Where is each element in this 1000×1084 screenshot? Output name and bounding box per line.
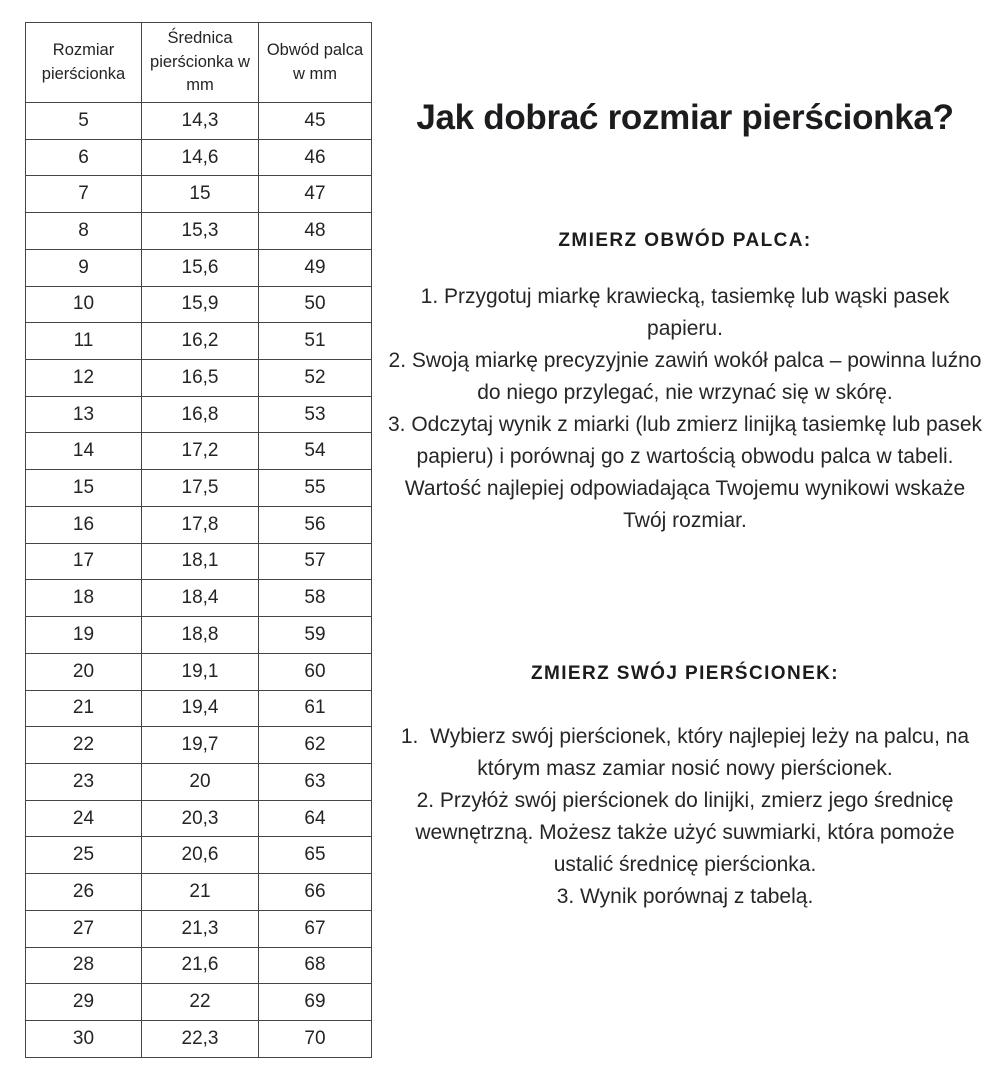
cell-finger-circumference: 53 bbox=[259, 396, 372, 433]
cell-finger-circumference: 58 bbox=[259, 580, 372, 617]
cell-ring-size: 26 bbox=[26, 874, 142, 911]
cell-ring-size: 9 bbox=[26, 249, 142, 286]
cell-ring-size: 23 bbox=[26, 763, 142, 800]
cell-ring-size: 28 bbox=[26, 947, 142, 984]
cell-finger-circumference: 63 bbox=[259, 763, 372, 800]
table-row bbox=[26, 249, 372, 286]
section-heading-measure-ring: ZMIERZ SWÓJ PIERŚCIONEK: bbox=[530, 663, 840, 684]
instruction-step: 3. Wynik porównaj z tabelą. bbox=[556, 885, 814, 908]
cell-finger-circumference: 64 bbox=[259, 800, 372, 837]
cell-finger-circumference: 52 bbox=[259, 360, 372, 397]
cell-finger-circumference: 66 bbox=[259, 874, 372, 911]
cell-finger-circumference: 62 bbox=[259, 727, 372, 764]
cell-finger-circumference: 45 bbox=[259, 103, 372, 140]
steps-measure-ring bbox=[385, 721, 985, 913]
cell-finger-circumference: 59 bbox=[259, 617, 372, 654]
cell-finger-circumference: 57 bbox=[259, 543, 372, 580]
cell-ring-diameter: 16,5 bbox=[142, 360, 259, 397]
cell-ring-diameter: 15,6 bbox=[142, 249, 259, 286]
cell-ring-size: 11 bbox=[26, 323, 142, 360]
cell-finger-circumference: 68 bbox=[259, 947, 372, 984]
cell-finger-circumference: 47 bbox=[259, 176, 372, 213]
instruction-step: 2. Przyłóż swój pierścionek do linijki, zmierz jego średnicę wewnętrzną. Możesz także użyć suwmiarki, która pomoże ustalić średnicę pierścionka. bbox=[415, 789, 955, 876]
cell-finger-circumference: 55 bbox=[259, 470, 372, 507]
instruction-step: 2. Swoją miarkę precyzyjnie zawiń wokół palca – powinna luźno do niego przylegać, nie wrzynać się w skórę. bbox=[388, 349, 982, 404]
cell-ring-size: 27 bbox=[26, 910, 142, 947]
cell-ring-diameter: 14,3 bbox=[142, 103, 259, 140]
cell-ring-size: 8 bbox=[26, 213, 142, 250]
cell-ring-size: 25 bbox=[26, 837, 142, 874]
cell-ring-diameter: 17,8 bbox=[142, 506, 259, 543]
cell-ring-diameter: 16,8 bbox=[142, 396, 259, 433]
table-row bbox=[26, 947, 372, 984]
table-row bbox=[26, 580, 372, 617]
cell-ring-size: 13 bbox=[26, 396, 142, 433]
table-row bbox=[26, 213, 372, 250]
cell-ring-size: 30 bbox=[26, 1020, 142, 1057]
table-row bbox=[26, 800, 372, 837]
table-row bbox=[26, 653, 372, 690]
guide-column bbox=[385, 0, 985, 1084]
cell-finger-circumference: 61 bbox=[259, 690, 372, 727]
cell-ring-diameter: 22 bbox=[142, 984, 259, 1021]
cell-finger-circumference: 46 bbox=[259, 139, 372, 176]
cell-ring-diameter: 16,2 bbox=[142, 323, 259, 360]
cell-ring-diameter: 18,1 bbox=[142, 543, 259, 580]
page-title: Jak dobrać rozmiar pierścionka? bbox=[416, 98, 954, 137]
table-row bbox=[26, 396, 372, 433]
instruction-step: 1. Przygotuj miarkę krawiecką, tasiemkę lub wąski pasek papieru. bbox=[420, 285, 950, 340]
table-header-cell: Obwód palca w mm bbox=[259, 23, 372, 103]
instruction-step: 1. Wybierz swój pierścionek, który najlepiej leży na palcu, na którym masz zamiar nosić nowy pierścionek. bbox=[400, 725, 970, 780]
steps-measure-finger bbox=[385, 281, 985, 537]
section-heading-measure-finger: ZMIERZ OBWÓD PALCA: bbox=[558, 230, 812, 251]
cell-finger-circumference: 56 bbox=[259, 506, 372, 543]
cell-ring-size: 20 bbox=[26, 653, 142, 690]
cell-ring-diameter: 20,6 bbox=[142, 837, 259, 874]
cell-ring-diameter: 20,3 bbox=[142, 800, 259, 837]
cell-ring-size: 17 bbox=[26, 543, 142, 580]
cell-ring-diameter: 21,3 bbox=[142, 910, 259, 947]
cell-ring-size: 24 bbox=[26, 800, 142, 837]
cell-ring-diameter: 22,3 bbox=[142, 1020, 259, 1057]
table-row bbox=[26, 984, 372, 1021]
table-row bbox=[26, 1020, 372, 1057]
table-row bbox=[26, 727, 372, 764]
cell-ring-diameter: 18,8 bbox=[142, 617, 259, 654]
table-row bbox=[26, 176, 372, 213]
table-row bbox=[26, 506, 372, 543]
cell-finger-circumference: 51 bbox=[259, 323, 372, 360]
cell-finger-circumference: 48 bbox=[259, 213, 372, 250]
cell-ring-diameter: 17,2 bbox=[142, 433, 259, 470]
cell-ring-diameter: 21,6 bbox=[142, 947, 259, 984]
ring-size-table bbox=[25, 22, 372, 1058]
cell-finger-circumference: 67 bbox=[259, 910, 372, 947]
table-row bbox=[26, 910, 372, 947]
cell-ring-diameter: 19,1 bbox=[142, 653, 259, 690]
table-row bbox=[26, 139, 372, 176]
cell-ring-size: 6 bbox=[26, 139, 142, 176]
table-row bbox=[26, 874, 372, 911]
table-header-row bbox=[26, 23, 372, 103]
cell-ring-size: 12 bbox=[26, 360, 142, 397]
cell-ring-diameter: 14,6 bbox=[142, 139, 259, 176]
cell-ring-diameter: 19,7 bbox=[142, 727, 259, 764]
table-row bbox=[26, 837, 372, 874]
cell-finger-circumference: 54 bbox=[259, 433, 372, 470]
table-row bbox=[26, 543, 372, 580]
table-row bbox=[26, 286, 372, 323]
cell-ring-size: 29 bbox=[26, 984, 142, 1021]
cell-ring-diameter: 21 bbox=[142, 874, 259, 911]
cell-finger-circumference: 69 bbox=[259, 984, 372, 1021]
cell-ring-diameter: 20 bbox=[142, 763, 259, 800]
cell-ring-diameter: 18,4 bbox=[142, 580, 259, 617]
cell-ring-size: 15 bbox=[26, 470, 142, 507]
cell-ring-size: 7 bbox=[26, 176, 142, 213]
instruction-step: 3. Odczytaj wynik z miarki (lub zmierz linijką tasiemkę lub pasek papieru) i porównaj go z wartością obwodu palca w tabeli. Wartość najlepiej odpowiadająca Twojemu wynikowi wskaże Twój rozmiar. bbox=[387, 413, 983, 532]
table-row bbox=[26, 617, 372, 654]
cell-ring-diameter: 17,5 bbox=[142, 470, 259, 507]
cell-finger-circumference: 65 bbox=[259, 837, 372, 874]
cell-ring-size: 10 bbox=[26, 286, 142, 323]
cell-ring-size: 14 bbox=[26, 433, 142, 470]
cell-finger-circumference: 60 bbox=[259, 653, 372, 690]
cell-ring-size: 21 bbox=[26, 690, 142, 727]
table-row bbox=[26, 360, 372, 397]
cell-ring-diameter: 15,3 bbox=[142, 213, 259, 250]
table-header bbox=[26, 23, 372, 103]
cell-finger-circumference: 50 bbox=[259, 286, 372, 323]
table-row bbox=[26, 470, 372, 507]
table-row bbox=[26, 323, 372, 360]
table-row bbox=[26, 690, 372, 727]
table-row bbox=[26, 763, 372, 800]
cell-ring-size: 22 bbox=[26, 727, 142, 764]
cell-ring-size: 16 bbox=[26, 506, 142, 543]
cell-ring-size: 5 bbox=[26, 103, 142, 140]
cell-ring-diameter: 15 bbox=[142, 176, 259, 213]
cell-ring-size: 19 bbox=[26, 617, 142, 654]
cell-finger-circumference: 70 bbox=[259, 1020, 372, 1057]
cell-finger-circumference: 49 bbox=[259, 249, 372, 286]
cell-ring-size: 18 bbox=[26, 580, 142, 617]
table-header-cell: Rozmiar pierścionka bbox=[26, 23, 142, 103]
table-header-cell: Średnica pierścionka w mm bbox=[142, 23, 259, 103]
table-body bbox=[26, 103, 372, 1058]
table-row bbox=[26, 433, 372, 470]
cell-ring-diameter: 15,9 bbox=[142, 286, 259, 323]
cell-ring-diameter: 19,4 bbox=[142, 690, 259, 727]
table-row bbox=[26, 103, 372, 140]
